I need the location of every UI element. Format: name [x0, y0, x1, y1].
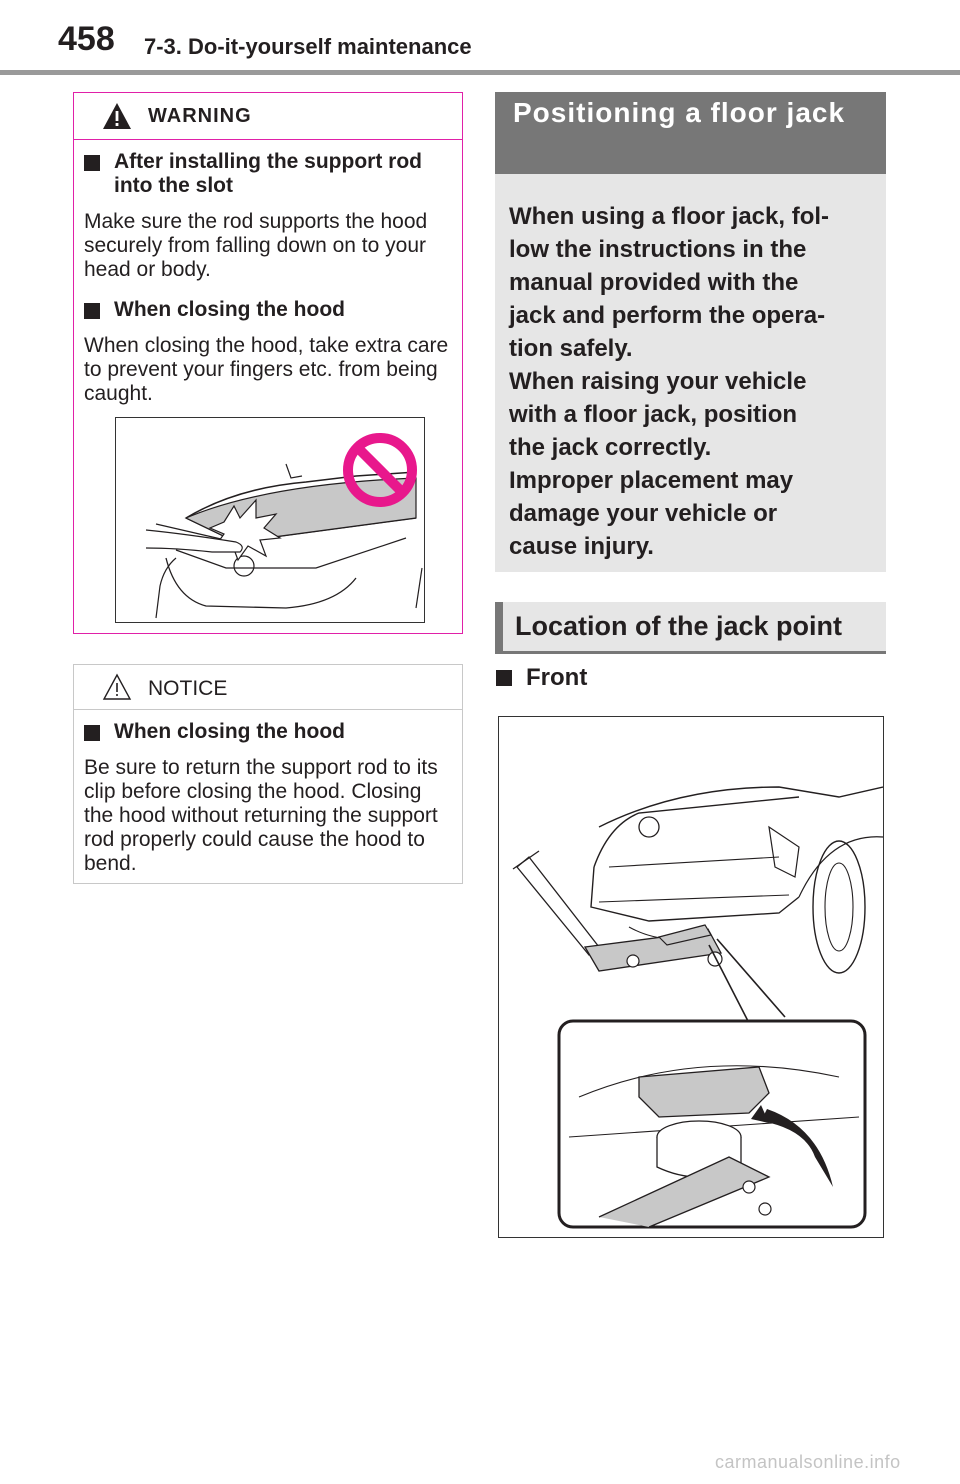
notice-item-text: Be sure to return the support rod to its clip before closing the hood. Closing the hood without returning the support rod properly could cause the hood to bend. — [84, 756, 438, 875]
front-jack-point-illustration — [498, 716, 884, 1238]
positioning-line: cause injury. — [509, 533, 654, 560]
notice-title: NOTICE — [148, 677, 228, 700]
positioning-line: When raising your vehicle — [509, 368, 807, 395]
jack-point-title: Location of the jack point — [515, 611, 843, 641]
positioning-line: the jack correctly. — [509, 434, 712, 461]
positioning-line: When using a floor jack, fol- — [509, 203, 830, 230]
positioning-line: damage your vehicle or — [509, 500, 778, 527]
page-number: 458 — [58, 20, 115, 58]
warning-header — [74, 93, 462, 140]
bullet-square-icon — [84, 303, 100, 319]
notice-item-heading: When closing the hood — [84, 720, 450, 744]
warning-body — [74, 150, 462, 406]
notice-header — [74, 665, 462, 710]
page-header — [0, 0, 960, 76]
section-title: 7-3. Do-it-yourself maintenance — [144, 34, 472, 59]
bullet-square-icon — [84, 725, 100, 741]
positioning-line: low the instructions in the — [509, 236, 807, 263]
jack-point-heading — [495, 602, 886, 654]
warning-item-heading: When closing the hood — [84, 298, 450, 322]
positioning-intro-panel — [495, 174, 886, 572]
notice-body — [74, 720, 462, 876]
positioning-line: with a floor jack, position — [509, 401, 798, 428]
front-subheading: Front — [496, 664, 587, 692]
notice-box — [73, 664, 463, 884]
bullet-square-icon — [84, 155, 100, 171]
warning-triangle-icon — [102, 102, 132, 130]
warning-item-text: When closing the hood, take extra care to prevent your fingers etc. from being caught. — [84, 334, 449, 405]
positioning-line: tion safely. — [509, 335, 633, 362]
warning-box — [73, 92, 463, 634]
positioning-line: manual provided with the — [509, 269, 799, 296]
watermark: carmanualsonline.info — [715, 1452, 901, 1472]
bullet-square-icon — [496, 670, 512, 686]
warning-item-text: Make sure the rod supports the hood securely from falling down on to your head or body. — [84, 210, 428, 281]
header-divider — [0, 70, 960, 75]
positioning-line: jack and perform the opera- — [509, 302, 826, 329]
positioning-line: Improper placement may — [509, 467, 794, 494]
warning-title: WARNING — [148, 105, 252, 127]
hood-closing-illustration — [115, 417, 425, 623]
positioning-heading — [495, 92, 886, 174]
caution-triangle-outline-icon — [102, 673, 132, 701]
positioning-title: Positioning a floor jack — [513, 97, 846, 128]
warning-item-heading: After installing the support rod into the slot — [84, 150, 450, 198]
